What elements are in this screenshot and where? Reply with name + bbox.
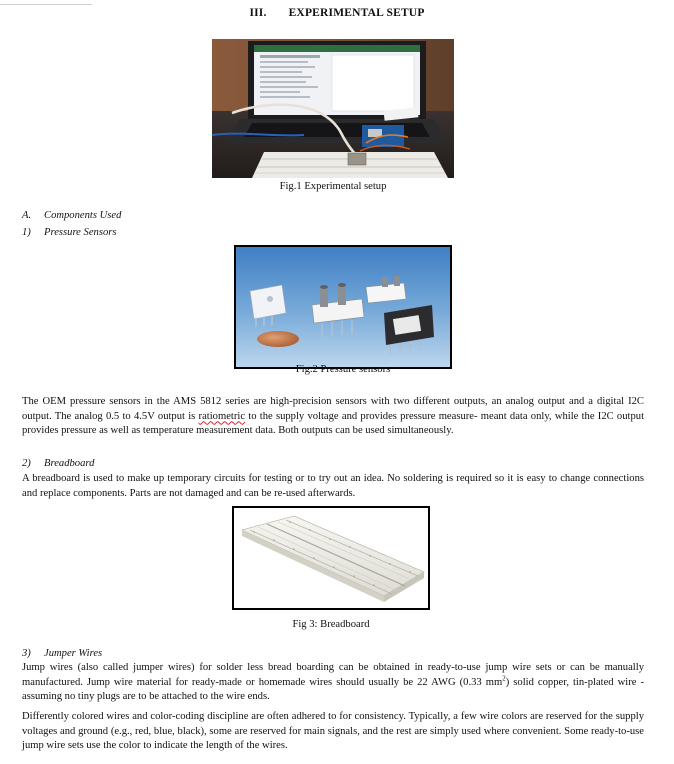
item-title: Pressure Sensors — [44, 227, 117, 238]
jumper-wires-paragraph-2: Differently colored wires and color-coding discipline are often adhered to for consistency. Typically, a few wire colors are reserved for the supply voltages and ground (e.g., red, blue, black), some are reserved for main signals, and the rest are simply used where convenient. Some ready-to-use jump wire sets use the color to indicate the length of the wires. — [22, 711, 644, 752]
pressure-sensors-paragraph — [22, 395, 644, 439]
paragraph-text: The OEM pressure sensors in the AMS 5812 series are high-precision sensors with two different outputs, an analog output and a digital I2C output. The analog 0.5 to 4.5V output is — [22, 396, 644, 422]
paragraph-text: Jump wires (also called jumper wires) for solder less bread boarding can be obtained in ready-to-use jump wire sets or can be manually manufactured. Jump wire material for ready-made or homemade wires should usually be 22 AWG (0.33 mm — [22, 662, 644, 688]
figure-1-caption: Fig.1 Experimental setup — [279, 181, 387, 192]
superscript: 2 — [502, 674, 506, 683]
breadboard-paragraph: A breadboard is used to make up temporary circuits for testing or to try out an idea. No soldering is required so it is easy to change connections and replace components. Parts are not damaged and can be re-used afterwards. — [22, 473, 644, 499]
experimental-setup-photo — [212, 39, 454, 178]
paragraph-text: ) solid copper, tin-plated wire - assuming no tiny plugs are to be attached to the wire ends. — [22, 676, 644, 703]
breadboard-heading — [22, 457, 94, 472]
jumper-wires-heading — [22, 647, 102, 662]
subsection-number: A. — [22, 210, 32, 221]
section-number: III. — [249, 7, 267, 19]
item-number: 3) — [22, 648, 31, 659]
section-title: EXPERIMENTAL SETUP — [288, 7, 425, 19]
item-title: Jumper Wires — [44, 648, 103, 659]
jumper-wires-paragraph-1 — [22, 661, 644, 705]
section-heading — [0, 6, 674, 21]
figure-3-caption: Fig 3: Breadboard — [292, 619, 370, 630]
header-rule — [0, 0, 92, 5]
figure-2-caption: Fig.2 Pressure sensors — [295, 364, 391, 375]
pressure-sensors-photo — [234, 245, 452, 369]
subsection-title: Components Used — [44, 210, 122, 221]
subsection-components-heading — [22, 209, 121, 224]
item-number: 1) — [22, 227, 31, 238]
item-title: Breadboard — [44, 458, 95, 469]
pressure-sensors-heading — [22, 226, 117, 241]
paragraph-text: to the supply voltage and provides pressure measure- meant data only, while the I2C output provides pressure as well as temperature measurement data. Both outputs can be used simultaneously. — [22, 410, 645, 437]
item-number: 2) — [22, 458, 31, 469]
breadboard-photo — [232, 506, 430, 610]
spellcheck-flagged-word: ratiometric — [198, 410, 246, 422]
